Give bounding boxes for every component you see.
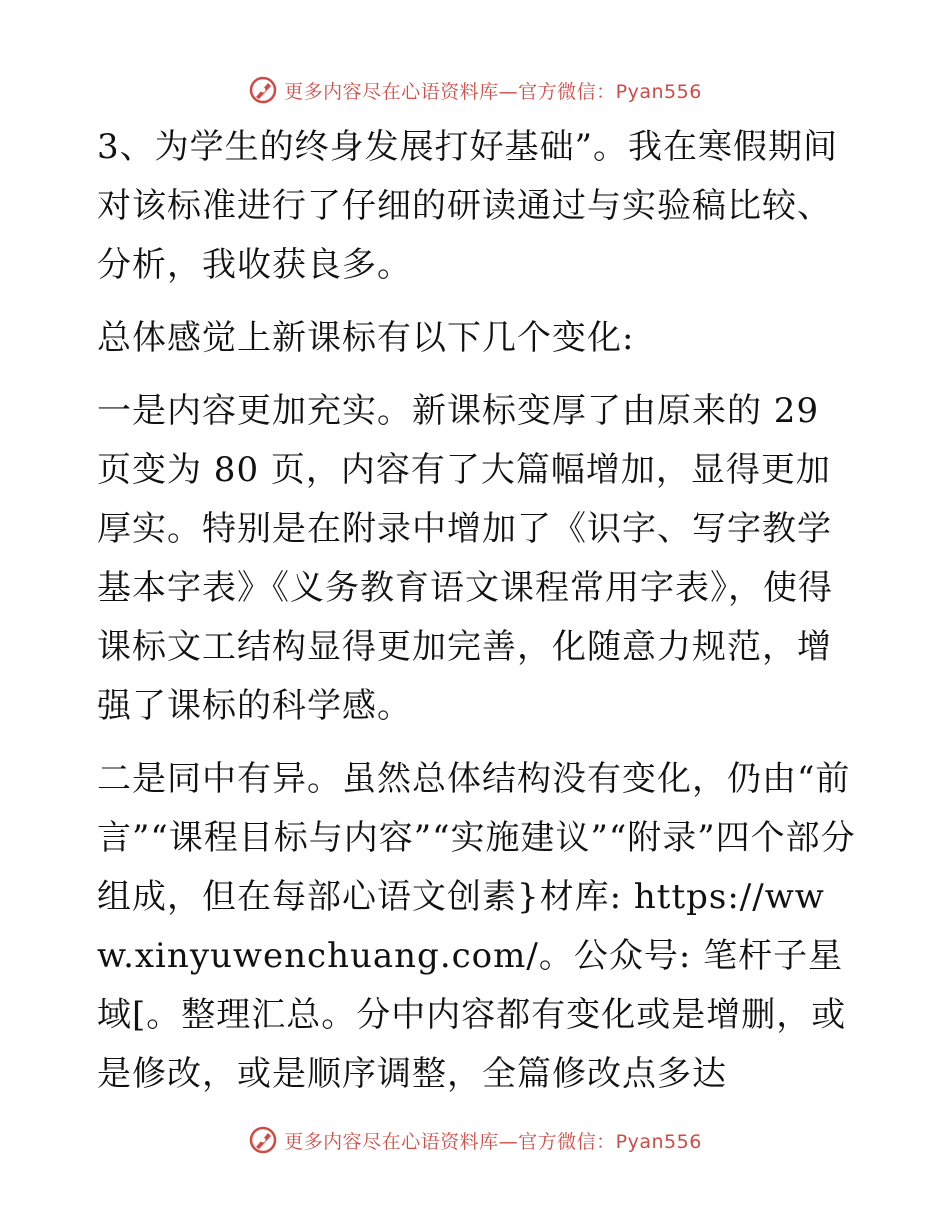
paragraph-4: 二是同中有异。虽然总体结构没有变化，仍由“前言”“课程目标与内容”“实施建议”“附录”四个部分组成，但在每部心语文创素}材库: https://www.xinyuwenchuang.com/。公众号: 笔杆子星域[。整理汇总。分中内容都有变化或是增删，或是修改，或是顺序调整，全篇修改点多达 [97, 759, 856, 1094]
header-watermark [0, 70, 950, 110]
pen-circle-logo-icon [248, 75, 278, 105]
paragraph-1: 3、为学生的终身发展打好基础”。我在寒假期间对该标准进行了仔细的研读通过与实验稿比较、分析，我收获良多。 [97, 127, 839, 285]
pen-circle-logo-icon [248, 1125, 278, 1155]
watermark-text: 更多内容尽在心语资料库—官方微信：Pyan556 [284, 1130, 702, 1153]
paragraph-3: 一是内容更加充实。新课标变厚了由原来的 29 页变为 80 页，内容有了大篇幅增加，显得更加厚实。特别是在附录中增加了《识字、写字教学基本字表》《义务教育语文课程常用字表》，使得课标文工结构显得更加完善，化随意力规范，增强了课标的科学感。 [97, 391, 833, 726]
document-body [97, 118, 857, 1104]
watermark-text: 更多内容尽在心语资料库—官方微信：Pyan556 [284, 80, 702, 103]
paragraph-2: 总体感觉上新课标有以下几个变化: [97, 318, 635, 358]
footer-watermark [0, 1120, 950, 1160]
